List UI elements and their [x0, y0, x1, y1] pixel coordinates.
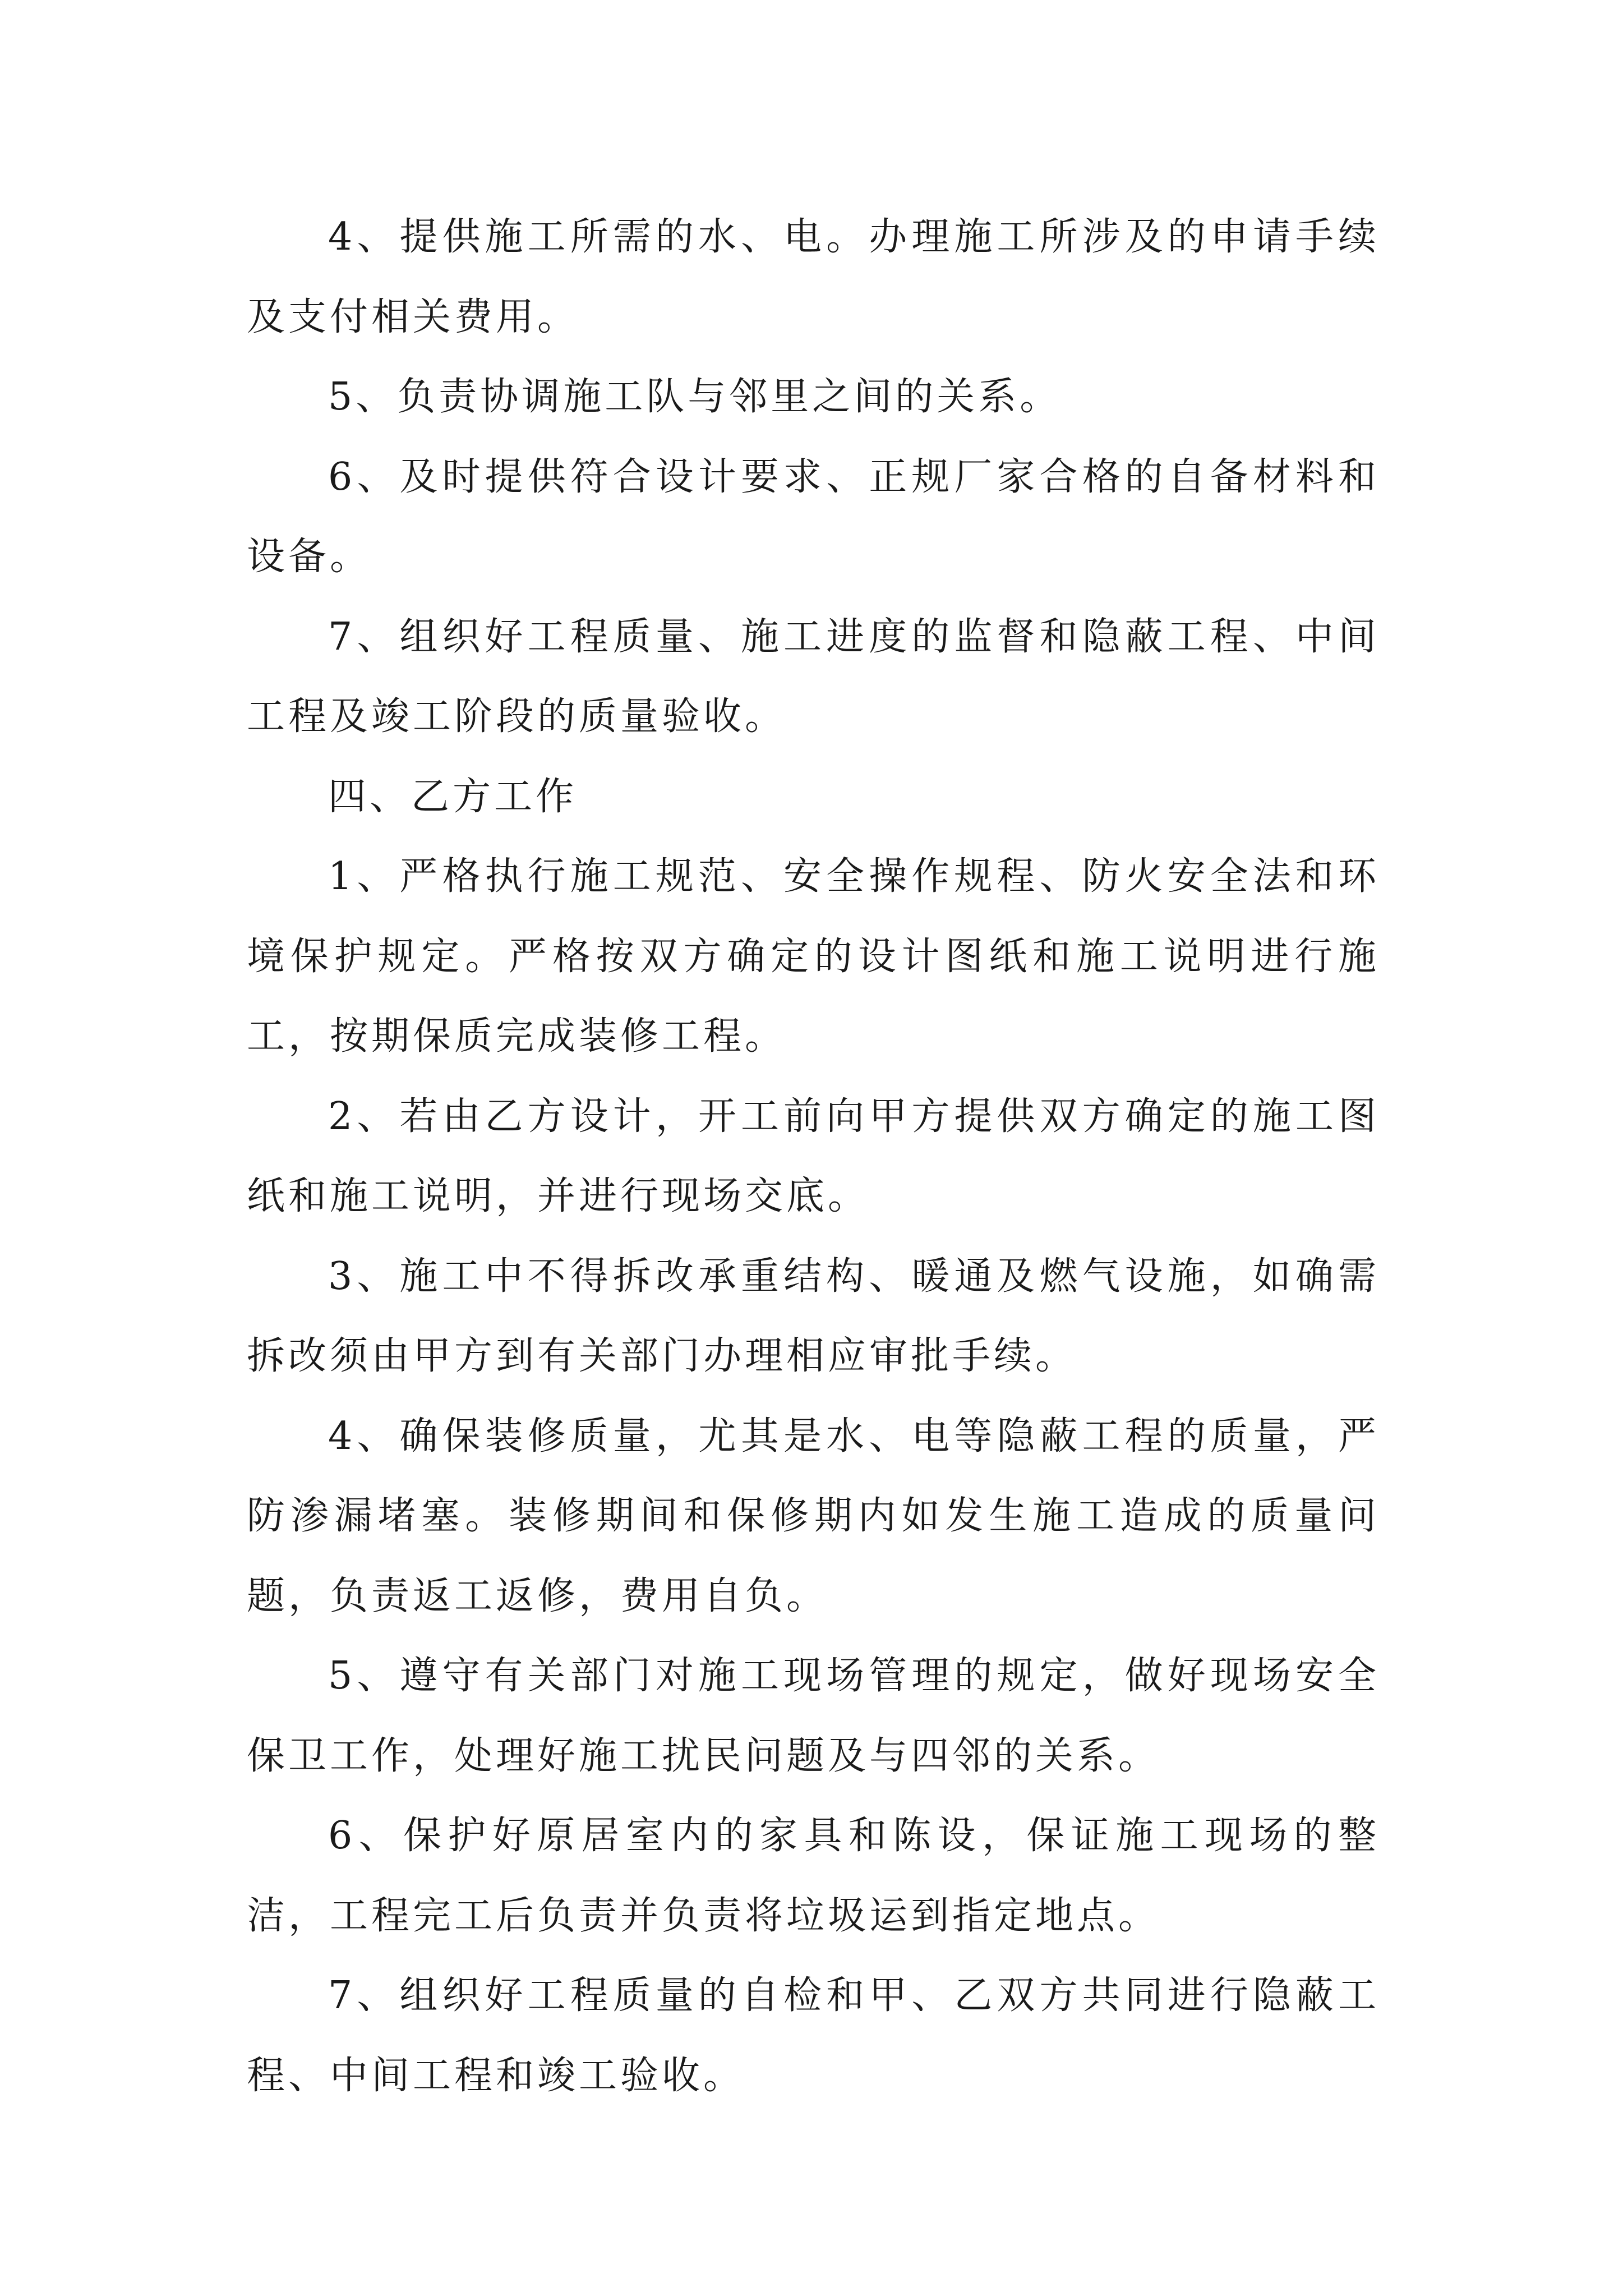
paragraph-party-b-item-4: 4、确保装修质量，尤其是水、电等隐蔽工程的质量，严防渗漏堵塞。装修期间和保修期内如发生施工造成的质量问题，负责返工返修，费用自负。 — [247, 1414, 1380, 1618]
paragraph-party-a-item-4: 4、提供施工所需的水、电。办理施工所涉及的申请手续及支付相关费用。 — [247, 215, 1380, 339]
paragraph-party-b-item-7: 7、组织好工程质量的自检和甲、乙双方共同进行隐蔽工程、中间工程和竣工验收。 — [247, 1973, 1380, 2098]
section-heading-party-b: 四、乙方工作 — [328, 774, 578, 819]
paragraph-party-b-item-6: 6、保护好原居室内的家具和陈设，保证施工现场的整洁，工程完工后负责并负责将垃圾运到指定地点。 — [247, 1814, 1380, 1938]
paragraph-party-b-item-2: 2、若由乙方设计，开工前向甲方提供双方确定的施工图纸和施工说明，并进行现场交底。 — [247, 1094, 1380, 1218]
paragraph-party-b-item-5: 5、遵守有关部门对施工现场管理的规定，做好现场安全保卫工作，处理好施工扰民问题及与四邻的关系。 — [247, 1654, 1380, 1778]
paragraph-party-a-item-5: 5、负责协调施工队与邻里之间的关系。 — [328, 375, 1062, 419]
paragraph-party-a-item-6: 6、及时提供符合设计要求、正规厂家合格的自备材料和设备。 — [247, 454, 1380, 579]
paragraph-party-a-item-7: 7、组织好工程质量、施工进度的监督和隐蔽工程、中间工程及竣工阶段的质量验收。 — [247, 614, 1380, 739]
paragraph-party-b-item-1: 1、严格执行施工规范、安全操作规程、防火安全法和环境保护规定。严格按双方确定的设计图纸和施工说明进行施工，按期保质完成装修工程。 — [247, 854, 1380, 1059]
paragraph-party-b-item-3: 3、施工中不得拆改承重结构、暖通及燃气设施，如确需拆改须由甲方到有关部门办理相应审批手续。 — [247, 1254, 1380, 1378]
document-body — [247, 197, 1380, 2116]
